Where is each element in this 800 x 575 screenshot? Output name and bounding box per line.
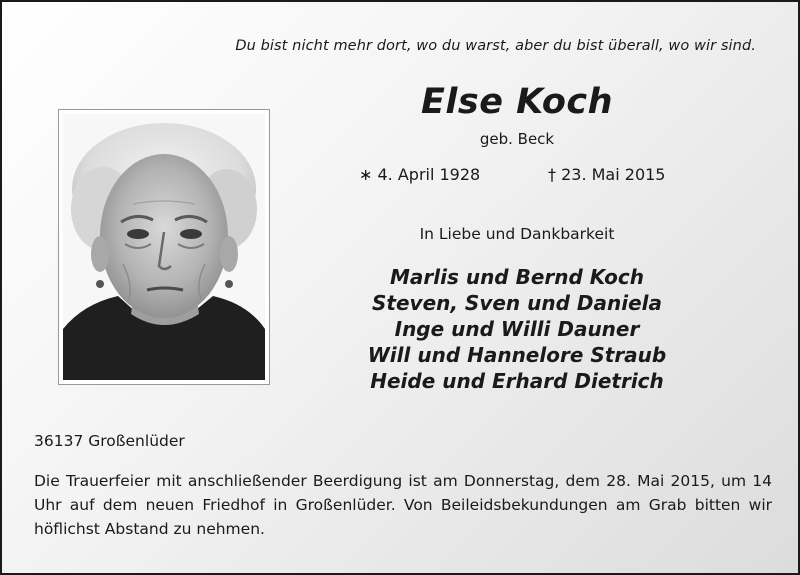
portrait-photo bbox=[63, 114, 265, 380]
maiden-name: geb. Beck bbox=[479, 130, 555, 148]
motto-quote: Du bist nicht mehr dort, wo du warst, aber du bist überall, wo wir sind. bbox=[235, 38, 756, 54]
mourner-entry: Heide und Erhard Dietrich bbox=[370, 369, 664, 393]
mourner-entry: Inge und Willi Dauner bbox=[394, 317, 640, 341]
ceremony-text: Die Trauerfeier mit anschließender Beerdigung ist am Donnerstag, dem 28. Mai 2015, um 14 Uhr auf dem neuen Friedhof in Großenlüder. Von Beileidsbekundungen am Grab bitten wir höflichst Abstand zu nehmen. bbox=[34, 472, 772, 538]
dedication-line: In Liebe und Dankbarkeit bbox=[419, 225, 615, 243]
place-line: 36137 Großenlüder bbox=[34, 432, 185, 450]
mourner-entry: Steven, Sven und Daniela bbox=[372, 291, 662, 315]
birth-date: ∗ 4. April 1928 bbox=[359, 165, 481, 184]
mourner-entry: Marlis und Bernd Koch bbox=[389, 265, 645, 289]
portrait-frame bbox=[58, 109, 270, 385]
mourner-entry: Will und Hannelore Straub bbox=[367, 343, 667, 367]
mourners-list bbox=[332, 264, 702, 394]
death-date: † 23. Mai 2015 bbox=[548, 165, 666, 184]
deceased-name: Else Koch bbox=[420, 82, 614, 122]
